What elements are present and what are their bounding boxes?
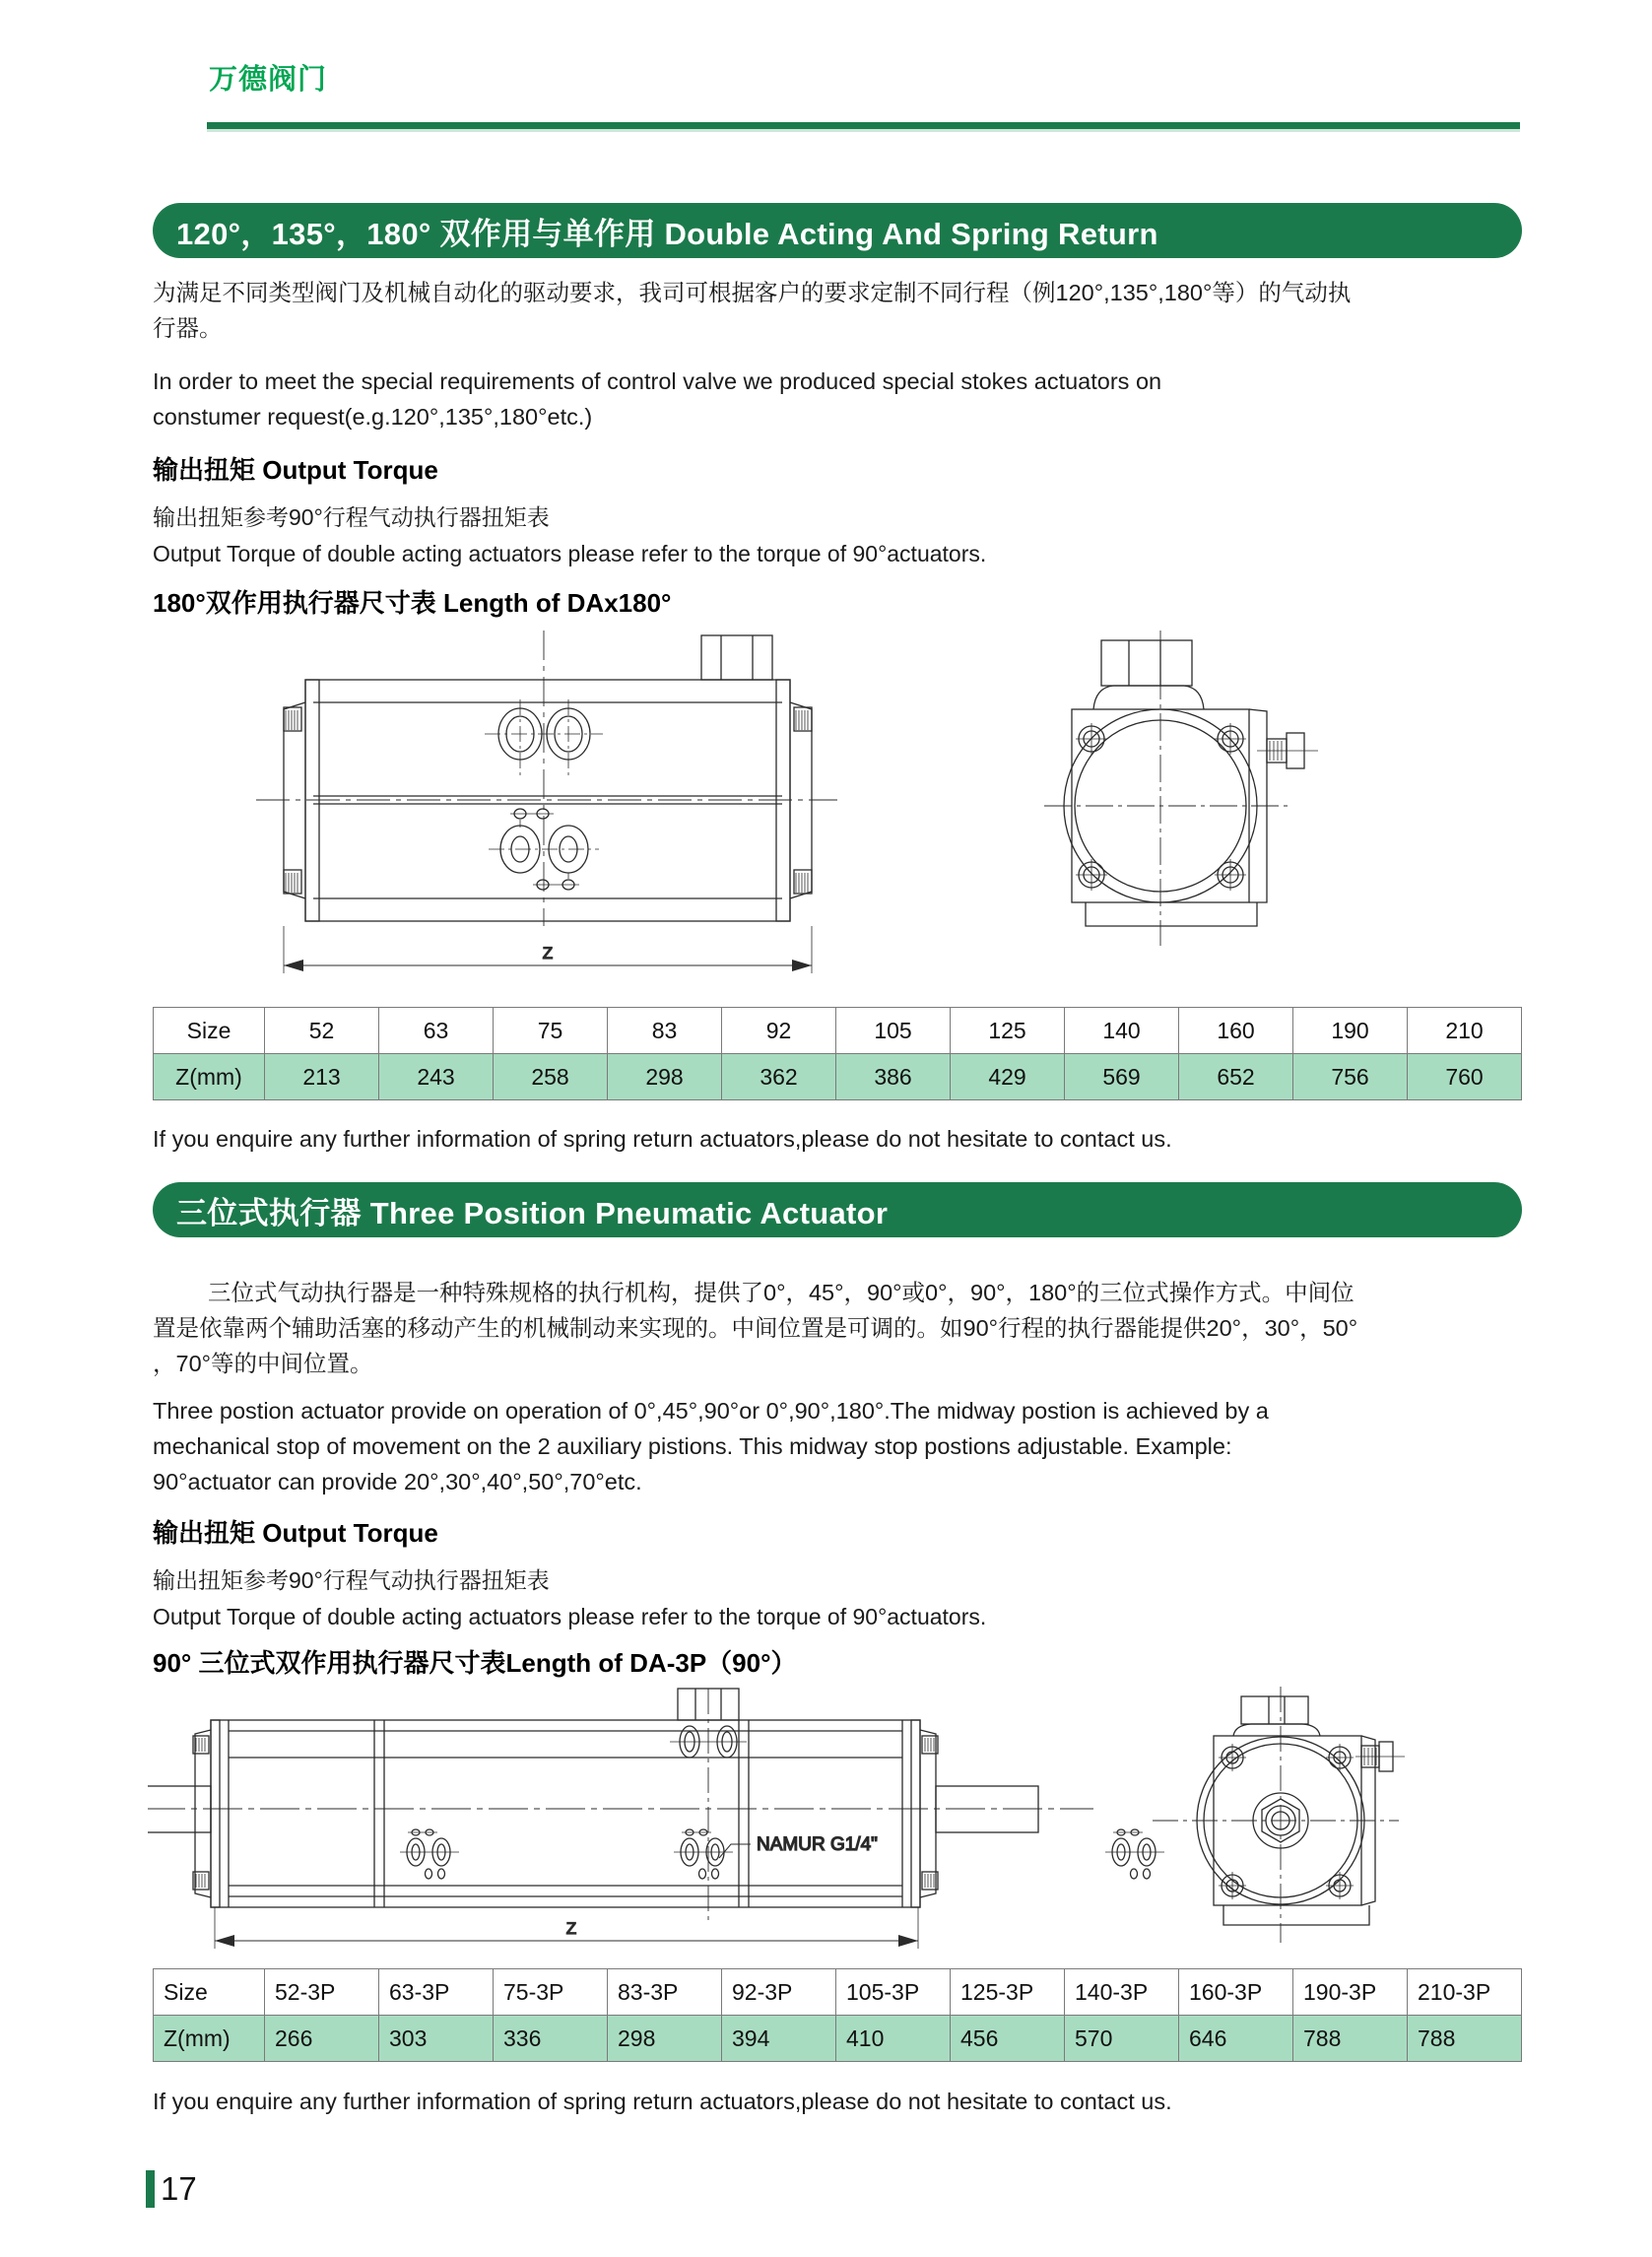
cell-z: 213 xyxy=(265,1054,379,1100)
cell-size: 160-3P xyxy=(1179,1969,1293,2016)
cell-z: 570 xyxy=(1065,2016,1179,2062)
section2-torque-en: Output Torque of double acting actuators please refer to the torque of 90°actuators. xyxy=(153,1604,987,1629)
section1-intro-cn-line1: 为满足不同类型阀门及机械自动化的驱动要求，我司可根据客户的要求定制不同行程（例120°,135°,180°等）的气动执 xyxy=(153,280,1352,305)
cell-z: 266 xyxy=(265,2016,379,2062)
row-label-z: Z(mm) xyxy=(154,1054,265,1100)
row-label-size: Size xyxy=(154,1008,265,1054)
cell-z: 456 xyxy=(951,2016,1065,2062)
cell-size: 63-3P xyxy=(379,1969,494,2016)
section1-output-torque-heading: 输出扭矩 Output Torque xyxy=(153,455,438,485)
brand-logo-text: 万德阀门 xyxy=(209,64,328,96)
cell-z: 243 xyxy=(379,1054,494,1100)
section1-intro-en-line2: constumer request(e.g.120°,135°,180°etc.) xyxy=(153,404,593,430)
section2-intro-en-line2: mechanical stop of movement on the 2 auxiliary pistions. This midway stop postions adjustable. Example: xyxy=(153,1433,1232,1459)
cell-z: 258 xyxy=(494,1054,608,1100)
drawing-da3p xyxy=(148,1675,1527,1960)
section1-contact-note: If you enquire any further information of spring return actuators,please do not hesitate to contact us. xyxy=(153,1126,1172,1152)
cell-size: 105 xyxy=(836,1008,951,1054)
cell-size: 52 xyxy=(265,1008,379,1054)
cell-z: 386 xyxy=(836,1054,951,1100)
header-divider-shadow xyxy=(207,129,1520,132)
cell-z: 788 xyxy=(1408,2016,1522,2062)
page-footer xyxy=(146,2170,197,2208)
cell-z: 362 xyxy=(722,1054,836,1100)
drawing-dax180 xyxy=(256,631,1399,995)
cell-size: 83-3P xyxy=(608,1969,722,2016)
cell-size: 75 xyxy=(494,1008,608,1054)
svg-text:Z: Z xyxy=(542,944,554,963)
cell-z: 298 xyxy=(608,1054,722,1100)
table-row-size xyxy=(154,1008,1522,1054)
cell-size: 83 xyxy=(608,1008,722,1054)
cell-z: 336 xyxy=(494,2016,608,2062)
cell-size: 63 xyxy=(379,1008,494,1054)
cell-size: 190-3P xyxy=(1293,1969,1408,2016)
section2-table-heading: 90° 三位式双作用执行器尺寸表Length of DA-3P（90°） xyxy=(153,1648,797,1678)
cell-size: 140-3P xyxy=(1065,1969,1179,2016)
cell-z: 646 xyxy=(1179,2016,1293,2062)
section2-intro-en-line1: Three postion actuator provide on operation of 0°,45°,90°or 0°,90°,180°.The midway postion is achieved by a xyxy=(153,1398,1269,1424)
section2-output-torque-heading: 输出扭矩 Output Torque xyxy=(153,1518,438,1548)
cell-size: 92 xyxy=(722,1008,836,1054)
table-dax180-lengths xyxy=(153,1007,1522,1100)
cell-z: 394 xyxy=(722,2016,836,2062)
table-da3p-lengths xyxy=(153,1968,1522,2062)
header-divider-rule xyxy=(207,122,1520,129)
svg-text:Z: Z xyxy=(565,1919,577,1938)
table-row-z xyxy=(154,1054,1522,1100)
cell-size: 210-3P xyxy=(1408,1969,1522,2016)
cell-size: 75-3P xyxy=(494,1969,608,2016)
row-label-z: Z(mm) xyxy=(154,2016,265,2062)
section2-intro-cn-line2: 置是依靠两个辅助活塞的移动产生的机械制动来实现的。中间位置是可调的。如90°行程的执行器能提供20°，30°，50° xyxy=(153,1315,1358,1341)
section2-contact-note: If you enquire any further information of spring return actuators,please do not hesitate to contact us. xyxy=(153,2089,1172,2114)
cell-z: 303 xyxy=(379,2016,494,2062)
section1-intro-en-line1: In order to meet the special requirements of control valve we produced special stokes actuators on xyxy=(153,368,1162,394)
section2-torque-cn: 输出扭矩参考90°行程气动执行器扭矩表 xyxy=(153,1567,550,1593)
cell-z: 652 xyxy=(1179,1054,1293,1100)
section-banner-three-position xyxy=(153,1182,1522,1237)
section2-intro-cn-line3: ，70°等的中间位置。 xyxy=(153,1351,373,1376)
section2-intro-en-line3: 90°actuator can provide 20°,30°,40°,50°,70°etc. xyxy=(153,1469,642,1494)
table-row-z xyxy=(154,2016,1522,2062)
section1-table-heading: 180°双作用执行器尺寸表 Length of DAx180° xyxy=(153,588,672,618)
cell-size: 190 xyxy=(1293,1008,1408,1054)
cell-z: 788 xyxy=(1293,2016,1408,2062)
cell-size: 140 xyxy=(1065,1008,1179,1054)
cell-size: 105-3P xyxy=(836,1969,951,2016)
page-header xyxy=(0,0,1652,138)
section-banner-double-acting xyxy=(153,203,1522,258)
page-number-bar xyxy=(146,2170,155,2208)
row-label-size: Size xyxy=(154,1969,265,2016)
cell-z: 429 xyxy=(951,1054,1065,1100)
cell-size: 160 xyxy=(1179,1008,1293,1054)
page-number: 17 xyxy=(161,2170,197,2207)
cell-z: 569 xyxy=(1065,1054,1179,1100)
cell-z: 760 xyxy=(1408,1054,1522,1100)
svg-text:NAMUR G1/4": NAMUR G1/4" xyxy=(757,1834,878,1855)
cell-size: 210 xyxy=(1408,1008,1522,1054)
cell-z: 756 xyxy=(1293,1054,1408,1100)
cell-z: 298 xyxy=(608,2016,722,2062)
cell-size: 52-3P xyxy=(265,1969,379,2016)
section1-torque-cn: 输出扭矩参考90°行程气动执行器扭矩表 xyxy=(153,504,550,530)
section1-intro-cn-line2: 行器。 xyxy=(153,315,223,341)
section1-torque-en: Output Torque of double acting actuators please refer to the torque of 90°actuators. xyxy=(153,541,987,566)
table-row-size xyxy=(154,1969,1522,2016)
cell-size: 92-3P xyxy=(722,1969,836,2016)
section-banner-title: 120°，135°，180° 双作用与单作用 Double Acting And Spring Return xyxy=(176,216,1158,251)
cell-size: 125-3P xyxy=(951,1969,1065,2016)
section-banner-title-2: 三位式执行器 Three Position Pneumatic Actuator xyxy=(176,1195,889,1230)
cell-z: 410 xyxy=(836,2016,951,2062)
section2-intro-cn-line1: 三位式气动执行器是一种特殊规格的执行机构，提供了0°，45°，90°或0°，90°，180°的三位式操作方式。中间位 xyxy=(208,1280,1355,1305)
cell-size: 125 xyxy=(951,1008,1065,1054)
